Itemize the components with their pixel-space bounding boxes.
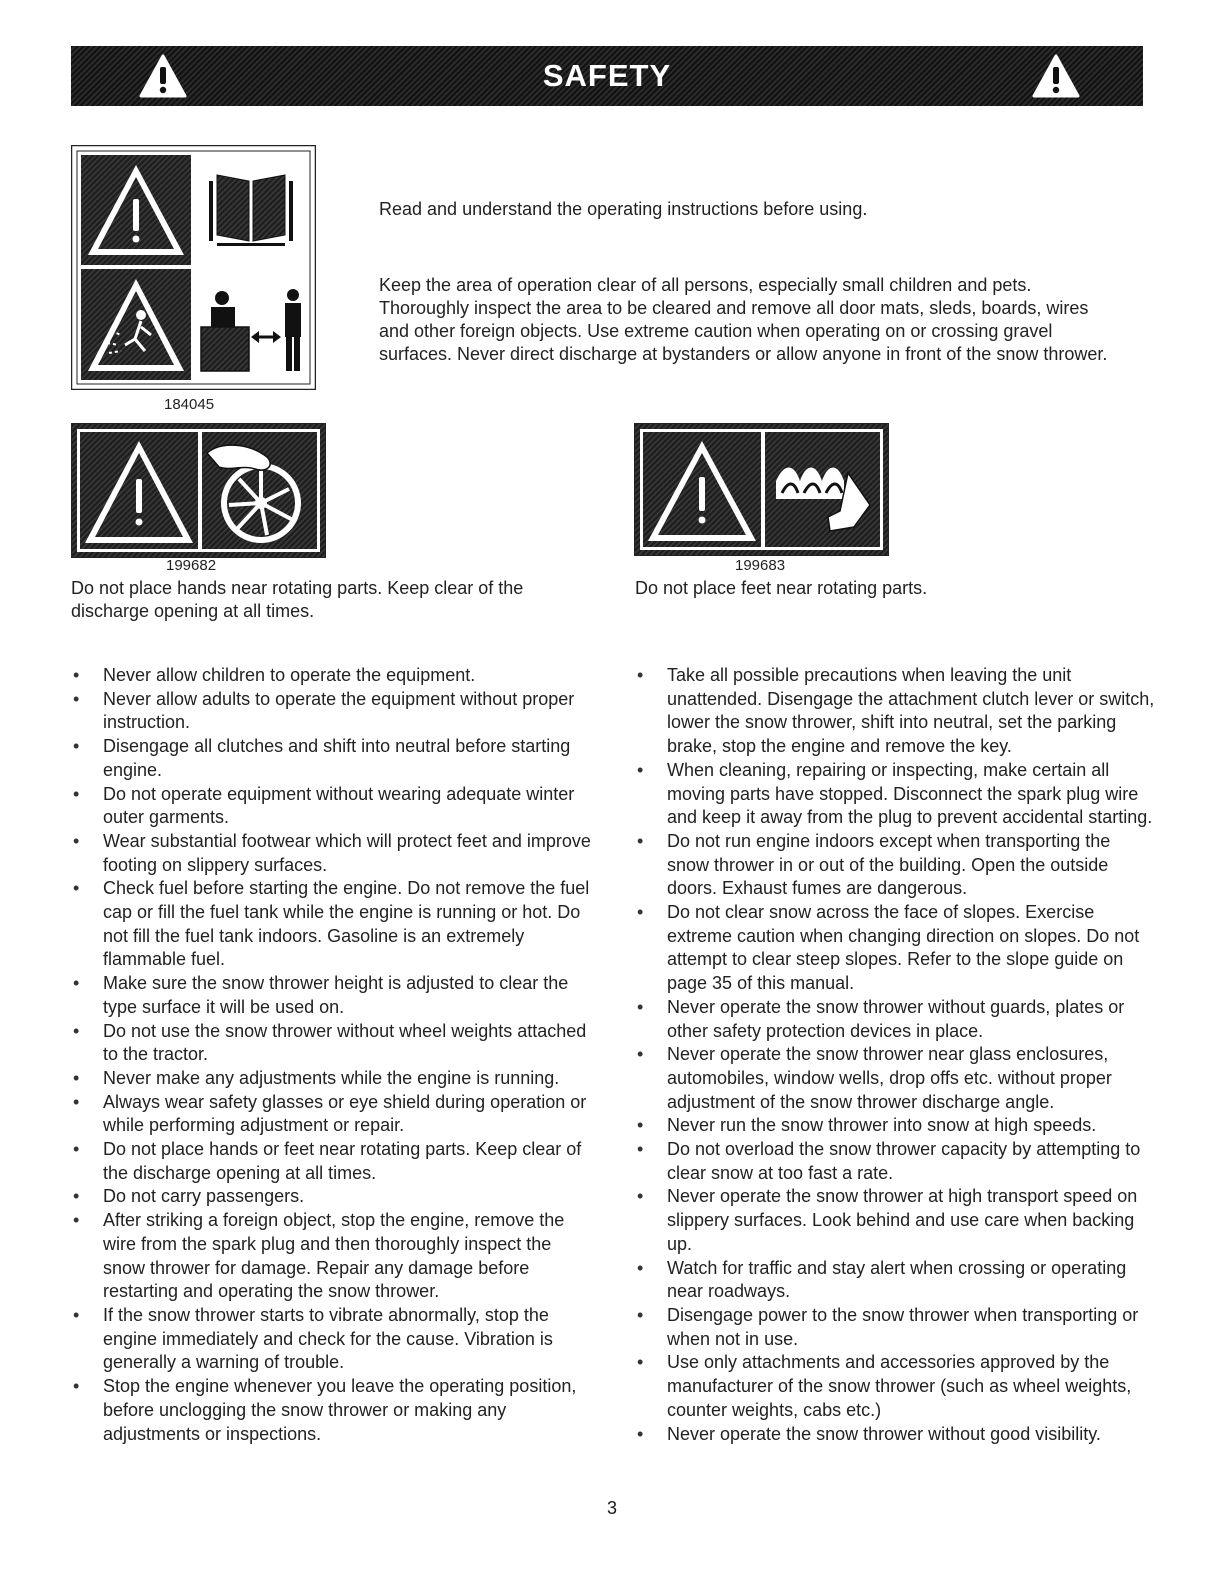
safety-banner (71, 46, 1143, 106)
list-item: • Do not place hands or feet near rotating parts. Keep clear of the discharge opening at all times. (71, 1138, 591, 1185)
list-item: • If the snow thrower starts to vibrate abnormally, stop the engine immediately and check for the cause. Vibration is generally a warning of trouble. (71, 1304, 591, 1375)
rotating-impeller-hand-icon (202, 432, 317, 549)
decal-part-number: 199683 (735, 557, 786, 574)
operator-manual-icon (195, 155, 306, 265)
list-item: • Never operate the snow thrower without good visibility. (635, 1423, 1155, 1447)
feet-caption: Do not place feet near rotating parts. (635, 578, 928, 598)
warning-triangle-icon (643, 432, 761, 547)
warning-triangle-icon (81, 155, 191, 265)
page-number: 3 (606, 1498, 617, 1518)
list-item: • Use only attachments and accessories approved by the manufacturer of the snow thrower (such as wheel weights, counter weights, cabs etc.) (635, 1351, 1155, 1422)
safety-decal-feet (634, 423, 889, 556)
list-item: • Never operate the snow thrower near glass enclosures, automobiles, window wells, drop offs etc. without proper adjustment of the snow thrower discharge angle. (635, 1043, 1155, 1114)
rotating-auger-foot-icon (765, 432, 880, 547)
list-item: • Check fuel before starting the engine. Do not remove the fuel cap or fill the fuel tank while the engine is running or hot. Do not fill the fuel tank indoors. Gasoline is an extremely flammable fuel. (71, 877, 591, 972)
page-title: SAFETY (542, 58, 672, 93)
decal-part-number: 184045 (164, 396, 215, 413)
keep-bystanders-away-icon (195, 269, 306, 380)
clear-area-text: Keep the area of operation clear of all persons, especially small children and pets. Thoroughly inspect the area to be cleared and remove all door mats, sleds, boards, wires and other foreign objects. Use extreme caution when operating on or crossing gravel surfaces. Never direct discharge at bystanders or allow anyone in front of the snow thrower. (379, 275, 1108, 364)
safety-rules-left (71, 664, 591, 1446)
list-item: • After striking a foreign object, stop the engine, remove the wire from the spark plug and then thoroughly inspect the snow thrower for damage. Repair any damage before restarting and operating the snow thrower. (71, 1209, 591, 1304)
warning-triangle-icon (1031, 53, 1081, 99)
safety-decal-read-manual (71, 145, 316, 390)
list-item: • Do not use the snow thrower without wheel weights attached to the tractor. (71, 1020, 591, 1067)
list-item: • Wear substantial footwear which will protect feet and improve footing on slippery surfaces. (71, 830, 591, 877)
list-item: • Watch for traffic and stay alert when crossing or operating near roadways. (635, 1257, 1155, 1304)
list-item: • Never operate the snow thrower without guards, plates or other safety protection devices in place. (635, 996, 1155, 1043)
warning-triangle-icon (138, 53, 188, 99)
read-instructions-text: Read and understand the operating instructions before using. (379, 199, 868, 219)
list-item: • Do not overload the snow thrower capacity by attempting to clear snow at too fast a rate. (635, 1138, 1155, 1185)
list-item: • Do not run engine indoors except when transporting the snow thrower in or out of the building. Open the outside doors. Exhaust fumes are dangerous. (635, 830, 1155, 901)
list-item: • Make sure the snow thrower height is adjusted to clear the type surface it will be used on. (71, 972, 591, 1019)
list-item: • Never operate the snow thrower at high transport speed on slippery surfaces. Look behind and use care when backing up. (635, 1185, 1155, 1256)
list-item: • Always wear safety glasses or eye shield during operation or while performing adjustment or repair. (71, 1091, 591, 1138)
decal-part-number: 199682 (166, 557, 217, 574)
list-item: • Do not carry passengers. (71, 1185, 591, 1209)
list-item: • Never allow children to operate the equipment. (71, 664, 591, 688)
list-item: • Do not clear snow across the face of slopes. Exercise extreme caution when changing direction on slopes. Do not attempt to clear steep slopes. Refer to the slope guide on page 35 of this manual. (635, 901, 1155, 996)
list-item: • Do not operate equipment without wearing adequate winter outer garments. (71, 783, 591, 830)
hands-caption: Do not place hands near rotating parts. Keep clear of the discharge opening at all times. (71, 578, 524, 621)
list-item: • Never allow adults to operate the equipment without proper instruction. (71, 688, 591, 735)
list-item: • Disengage power to the snow thrower when transporting or when not in use. (635, 1304, 1155, 1351)
list-item: • Never run the snow thrower into snow at high speeds. (635, 1114, 1155, 1138)
thrown-objects-warning-icon (81, 269, 191, 380)
list-item: • Stop the engine whenever you leave the operating position, before unclogging the snow thrower or making any adjustments or inspections. (71, 1375, 591, 1446)
safety-decal-hands (71, 423, 326, 558)
warning-triangle-icon (80, 432, 198, 549)
list-item: • Disengage all clutches and shift into neutral before starting engine. (71, 735, 591, 782)
list-item: • Never make any adjustments while the engine is running. (71, 1067, 591, 1091)
safety-rules-right (635, 664, 1155, 1446)
list-item: • Take all possible precautions when leaving the unit unattended. Disengage the attachment clutch lever or switch, lower the snow thrower, shift into neutral, set the parking brake, stop the engine and remove the key. (635, 664, 1155, 759)
list-item: • When cleaning, repairing or inspecting, make certain all moving parts have stopped. Disconnect the spark plug wire and keep it away from the plug to prevent accidental starting. (635, 759, 1155, 830)
